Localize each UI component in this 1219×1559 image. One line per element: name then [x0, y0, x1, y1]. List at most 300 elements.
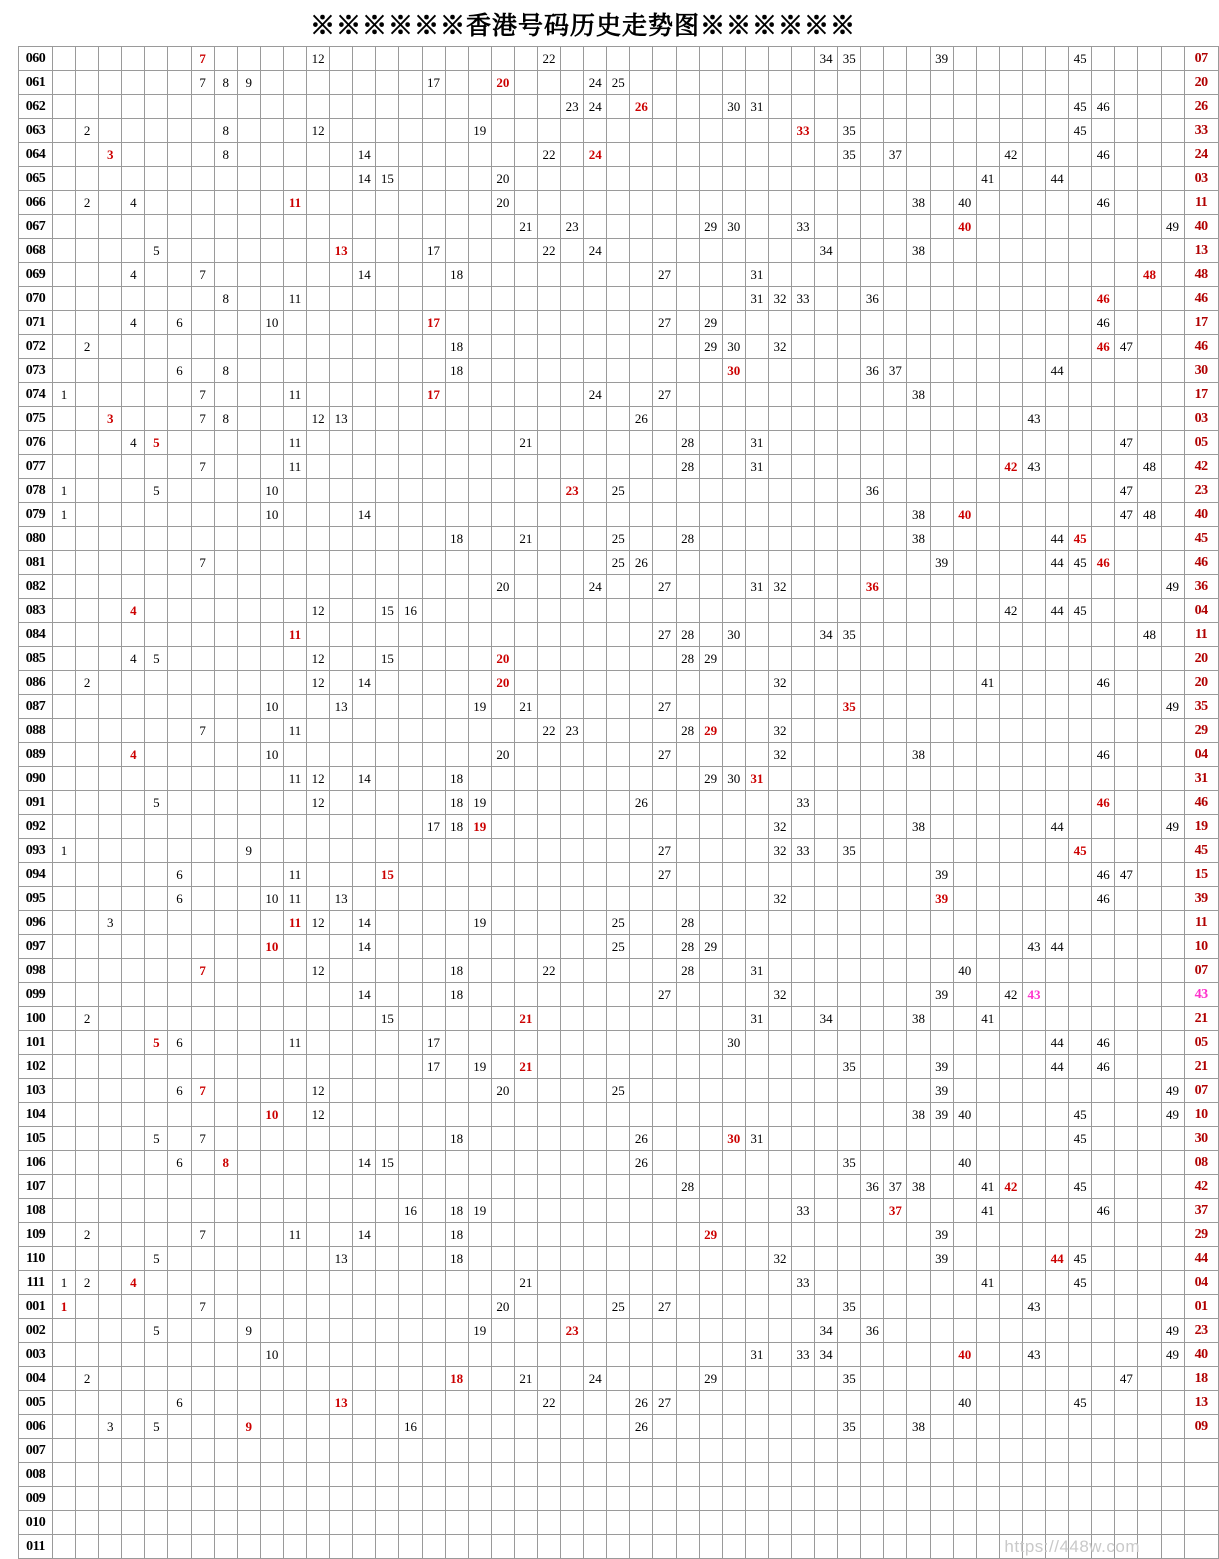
- number-cell-empty: [930, 1487, 953, 1511]
- number-cell-empty: [792, 911, 815, 935]
- number-cell-empty: [537, 335, 560, 359]
- number-cell-empty: [1115, 1247, 1138, 1271]
- number-cell-empty: [445, 743, 468, 767]
- number-cell-empty: [399, 1295, 422, 1319]
- table-row: [19, 407, 1219, 431]
- number-cell-empty: [976, 1223, 999, 1247]
- number-cell-empty: [53, 935, 76, 959]
- number-cell-empty: [145, 1199, 168, 1223]
- number-cell-empty: [999, 1463, 1022, 1487]
- number-cell-empty: [468, 959, 491, 983]
- number-cell-empty: [145, 95, 168, 119]
- number-cell-empty: [122, 479, 145, 503]
- number-cell-empty: [260, 1031, 283, 1055]
- number-cell-empty: [676, 1007, 699, 1031]
- number-cell-empty: [53, 431, 76, 455]
- number-cell-empty: [491, 263, 514, 287]
- number-cell-empty: [722, 47, 745, 71]
- number-cell-empty: [514, 1439, 537, 1463]
- number-cell-empty: [468, 1103, 491, 1127]
- number-cell-empty: [445, 1439, 468, 1463]
- number-cell-marked: 38: [907, 1103, 930, 1127]
- number-cell-empty: [676, 1367, 699, 1391]
- number-cell-empty: [745, 1079, 768, 1103]
- number-cell-empty: [561, 983, 584, 1007]
- number-cell-marked: 44: [1046, 1055, 1069, 1079]
- number-cell-marked: 36: [861, 359, 884, 383]
- number-cell-empty: [584, 311, 607, 335]
- number-cell-empty: [445, 1511, 468, 1535]
- number-cell-empty: [468, 1487, 491, 1511]
- number-cell-empty: [1138, 1223, 1161, 1247]
- number-cell-marked: 7: [191, 1079, 214, 1103]
- number-cell-empty: [376, 1319, 399, 1343]
- number-cell-empty: [907, 719, 930, 743]
- number-cell-marked: 17: [422, 383, 445, 407]
- number-cell-empty: [953, 95, 976, 119]
- number-cell-empty: [745, 1031, 768, 1055]
- row-special-number: 39: [1184, 887, 1218, 911]
- number-cell-empty: [745, 527, 768, 551]
- number-cell-empty: [445, 863, 468, 887]
- number-cell-empty: [999, 191, 1022, 215]
- number-cell-empty: [884, 215, 907, 239]
- number-cell-empty: [514, 1535, 537, 1559]
- number-cell-empty: [468, 575, 491, 599]
- number-cell-empty: [630, 623, 653, 647]
- number-cell-empty: [399, 575, 422, 599]
- number-cell-empty: [1161, 935, 1184, 959]
- number-cell-empty: [76, 743, 99, 767]
- number-cell-empty: [1138, 1391, 1161, 1415]
- number-cell-empty: [1138, 335, 1161, 359]
- number-cell-marked: 39: [930, 887, 953, 911]
- number-cell-empty: [1046, 1223, 1069, 1247]
- number-cell-empty: [884, 407, 907, 431]
- row-special-number: 18: [1184, 1367, 1218, 1391]
- number-cell-empty: [838, 167, 861, 191]
- number-cell-empty: [907, 71, 930, 95]
- number-cell-empty: [237, 263, 260, 287]
- number-cell-empty: [607, 383, 630, 407]
- number-cell-marked: 14: [353, 983, 376, 1007]
- number-cell-empty: [907, 695, 930, 719]
- number-cell-empty: [722, 287, 745, 311]
- number-cell-marked: 30: [722, 359, 745, 383]
- number-cell-empty: [214, 1247, 237, 1271]
- number-cell-marked: 34: [815, 47, 838, 71]
- number-cell-empty: [1115, 1511, 1138, 1535]
- number-cell-empty: [283, 1199, 306, 1223]
- number-cell-empty: [422, 863, 445, 887]
- number-cell-empty: [514, 1415, 537, 1439]
- number-cell-empty: [422, 479, 445, 503]
- number-cell-empty: [214, 767, 237, 791]
- number-cell-empty: [422, 1223, 445, 1247]
- number-cell-empty: [792, 335, 815, 359]
- number-cell-empty: [699, 695, 722, 719]
- number-cell-empty: [53, 1367, 76, 1391]
- number-cell-empty: [584, 887, 607, 911]
- number-cell-empty: [353, 527, 376, 551]
- number-cell-empty: [399, 503, 422, 527]
- number-cell-empty: [491, 431, 514, 455]
- number-cell-empty: [237, 1007, 260, 1031]
- row-period-label: 107: [19, 1175, 53, 1199]
- number-cell-empty: [1138, 1079, 1161, 1103]
- number-cell-marked: 21: [514, 1055, 537, 1079]
- number-cell-marked: 46: [1092, 143, 1115, 167]
- number-cell-empty: [422, 623, 445, 647]
- number-cell-empty: [953, 1319, 976, 1343]
- number-cell-marked: 1: [53, 503, 76, 527]
- number-cell-marked: 30: [722, 1031, 745, 1055]
- number-cell-empty: [976, 119, 999, 143]
- number-cell-empty: [1046, 383, 1069, 407]
- number-cell-empty: [953, 575, 976, 599]
- number-cell-marked: 22: [537, 239, 560, 263]
- number-cell-empty: [745, 1439, 768, 1463]
- number-cell-marked: 13: [330, 1391, 353, 1415]
- number-cell-empty: [1115, 935, 1138, 959]
- number-cell-empty: [468, 1343, 491, 1367]
- number-cell-empty: [468, 1391, 491, 1415]
- number-cell-empty: [1069, 1487, 1092, 1511]
- number-cell-empty: [792, 1415, 815, 1439]
- number-cell-empty: [930, 695, 953, 719]
- number-cell-marked: 34: [815, 623, 838, 647]
- number-cell-empty: [99, 1223, 122, 1247]
- number-cell-empty: [838, 527, 861, 551]
- number-cell-empty: [260, 1535, 283, 1559]
- number-cell-empty: [999, 1031, 1022, 1055]
- number-cell-empty: [283, 479, 306, 503]
- number-cell-empty: [584, 359, 607, 383]
- number-cell-empty: [1046, 455, 1069, 479]
- number-cell-empty: [191, 1271, 214, 1295]
- number-cell-marked: 24: [584, 1367, 607, 1391]
- number-cell-marked: 46: [1092, 335, 1115, 359]
- number-cell-empty: [1046, 695, 1069, 719]
- number-cell-empty: [283, 167, 306, 191]
- number-cell-empty: [653, 431, 676, 455]
- number-cell-empty: [53, 1199, 76, 1223]
- number-cell-empty: [999, 1343, 1022, 1367]
- number-cell-empty: [514, 1103, 537, 1127]
- number-cell-empty: [838, 383, 861, 407]
- number-cell-empty: [561, 47, 584, 71]
- number-cell-empty: [561, 791, 584, 815]
- number-cell-empty: [399, 1271, 422, 1295]
- number-cell-empty: [884, 911, 907, 935]
- number-cell-empty: [630, 1487, 653, 1511]
- number-cell-empty: [307, 527, 330, 551]
- number-cell-marked: 31: [745, 287, 768, 311]
- number-cell-empty: [815, 887, 838, 911]
- number-cell-empty: [768, 1535, 791, 1559]
- number-cell-empty: [307, 1511, 330, 1535]
- number-cell-empty: [999, 263, 1022, 287]
- number-cell-marked: 34: [815, 239, 838, 263]
- number-cell-empty: [168, 527, 191, 551]
- number-cell-empty: [976, 887, 999, 911]
- number-cell-empty: [1022, 1319, 1045, 1343]
- number-cell-empty: [930, 599, 953, 623]
- table-row: [19, 1295, 1219, 1319]
- trend-grid-container: [0, 46, 1208, 1559]
- number-cell-empty: [1022, 383, 1045, 407]
- number-cell-empty: [745, 71, 768, 95]
- number-cell-marked: 28: [676, 527, 699, 551]
- number-cell-empty: [630, 863, 653, 887]
- number-cell-empty: [237, 863, 260, 887]
- number-cell-marked: 31: [745, 455, 768, 479]
- number-cell-empty: [122, 167, 145, 191]
- number-cell-empty: [422, 911, 445, 935]
- number-cell-empty: [53, 743, 76, 767]
- number-cell-empty: [491, 287, 514, 311]
- number-cell-marked: 17: [422, 1055, 445, 1079]
- number-cell-empty: [1022, 815, 1045, 839]
- number-cell-empty: [722, 719, 745, 743]
- number-cell-empty: [514, 599, 537, 623]
- number-cell-empty: [653, 359, 676, 383]
- number-cell-empty: [607, 887, 630, 911]
- number-cell-marked: 49: [1161, 1343, 1184, 1367]
- number-cell-empty: [53, 575, 76, 599]
- number-cell-empty: [422, 1175, 445, 1199]
- number-cell-empty: [307, 503, 330, 527]
- number-cell-marked: 45: [1069, 119, 1092, 143]
- number-cell-empty: [491, 983, 514, 1007]
- number-cell-empty: [376, 743, 399, 767]
- number-cell-empty: [768, 1511, 791, 1535]
- number-cell-empty: [722, 1535, 745, 1559]
- number-cell-empty: [422, 431, 445, 455]
- number-cell-empty: [514, 743, 537, 767]
- number-cell-empty: [1161, 1367, 1184, 1391]
- number-cell-empty: [191, 215, 214, 239]
- number-cell-empty: [953, 143, 976, 167]
- number-cell-empty: [76, 47, 99, 71]
- number-cell-marked: 21: [514, 695, 537, 719]
- number-cell-empty: [976, 791, 999, 815]
- number-cell-empty: [537, 479, 560, 503]
- number-cell-empty: [353, 1535, 376, 1559]
- number-cell-empty: [861, 647, 884, 671]
- number-cell-empty: [491, 1487, 514, 1511]
- number-cell-empty: [1092, 1007, 1115, 1031]
- number-cell-empty: [999, 215, 1022, 239]
- number-cell-empty: [514, 143, 537, 167]
- number-cell-empty: [330, 191, 353, 215]
- number-cell-marked: 38: [907, 1175, 930, 1199]
- number-cell-empty: [630, 887, 653, 911]
- number-cell-empty: [1022, 191, 1045, 215]
- number-cell-empty: [768, 647, 791, 671]
- number-cell-empty: [653, 503, 676, 527]
- number-cell-empty: [76, 1487, 99, 1511]
- number-cell-marked: 35: [838, 1055, 861, 1079]
- number-cell-empty: [930, 1271, 953, 1295]
- number-cell-empty: [676, 1487, 699, 1511]
- row-special-number: 43: [1184, 983, 1218, 1007]
- number-cell-marked: 47: [1115, 503, 1138, 527]
- number-cell-empty: [1161, 1535, 1184, 1559]
- number-cell-empty: [422, 191, 445, 215]
- number-cell-empty: [815, 431, 838, 455]
- number-cell-marked: 33: [792, 1271, 815, 1295]
- number-cell-empty: [145, 1343, 168, 1367]
- number-cell-empty: [283, 1319, 306, 1343]
- number-cell-empty: [953, 1007, 976, 1031]
- number-cell-empty: [815, 599, 838, 623]
- number-cell-marked: 42: [999, 455, 1022, 479]
- number-cell-empty: [607, 959, 630, 983]
- number-cell-empty: [376, 311, 399, 335]
- number-cell-empty: [1138, 671, 1161, 695]
- number-cell-marked: 9: [237, 71, 260, 95]
- number-cell-empty: [1022, 263, 1045, 287]
- number-cell-empty: [584, 791, 607, 815]
- number-cell-empty: [907, 551, 930, 575]
- number-cell-empty: [1161, 1271, 1184, 1295]
- number-cell-empty: [815, 311, 838, 335]
- number-cell-empty: [792, 599, 815, 623]
- number-cell-empty: [1138, 359, 1161, 383]
- number-cell-empty: [191, 1439, 214, 1463]
- number-cell-empty: [260, 1415, 283, 1439]
- number-cell-empty: [468, 455, 491, 479]
- number-cell-empty: [815, 1367, 838, 1391]
- number-cell-empty: [214, 1391, 237, 1415]
- number-cell-empty: [953, 1127, 976, 1151]
- number-cell-empty: [607, 119, 630, 143]
- number-cell-empty: [214, 95, 237, 119]
- number-cell-empty: [1092, 263, 1115, 287]
- number-cell-empty: [768, 1343, 791, 1367]
- row-period-label: 005: [19, 1391, 53, 1415]
- number-cell-marked: 7: [191, 1127, 214, 1151]
- number-cell-empty: [768, 1151, 791, 1175]
- number-cell-empty: [537, 1271, 560, 1295]
- page-title: ※※※※※※香港号码历史走势图※※※※※※: [309, 13, 856, 40]
- number-cell-empty: [999, 1487, 1022, 1511]
- number-cell-empty: [468, 407, 491, 431]
- row-period-label: 101: [19, 1031, 53, 1055]
- number-cell-empty: [907, 1319, 930, 1343]
- number-cell-empty: [99, 455, 122, 479]
- number-cell-empty: [330, 791, 353, 815]
- number-cell-empty: [307, 71, 330, 95]
- trend-table: [18, 46, 1219, 1559]
- number-cell-empty: [976, 47, 999, 71]
- number-cell-empty: [1115, 191, 1138, 215]
- number-cell-empty: [815, 743, 838, 767]
- number-cell-empty: [1092, 575, 1115, 599]
- number-cell-empty: [260, 599, 283, 623]
- number-cell-empty: [561, 1535, 584, 1559]
- number-cell-empty: [768, 551, 791, 575]
- number-cell-empty: [768, 191, 791, 215]
- number-cell-empty: [537, 1343, 560, 1367]
- number-cell-empty: [953, 791, 976, 815]
- number-cell-empty: [930, 239, 953, 263]
- row-special-number: 03: [1184, 407, 1218, 431]
- number-cell-empty: [76, 71, 99, 95]
- number-cell-empty: [399, 1223, 422, 1247]
- number-cell-empty: [999, 47, 1022, 71]
- number-cell-empty: [53, 911, 76, 935]
- number-cell-empty: [1069, 359, 1092, 383]
- number-cell-empty: [491, 1055, 514, 1079]
- number-cell-empty: [561, 1295, 584, 1319]
- row-special-number: 15: [1184, 863, 1218, 887]
- number-cell-empty: [1138, 1007, 1161, 1031]
- number-cell-empty: [607, 791, 630, 815]
- number-cell-empty: [976, 767, 999, 791]
- number-cell-empty: [953, 1295, 976, 1319]
- number-cell-empty: [491, 815, 514, 839]
- number-cell-empty: [907, 287, 930, 311]
- number-cell-empty: [768, 215, 791, 239]
- number-cell-empty: [214, 1055, 237, 1079]
- number-cell-empty: [491, 1439, 514, 1463]
- number-cell-empty: [1069, 695, 1092, 719]
- number-cell-empty: [1069, 791, 1092, 815]
- number-cell-empty: [1161, 143, 1184, 167]
- number-cell-empty: [930, 191, 953, 215]
- number-cell-empty: [907, 1511, 930, 1535]
- number-cell-empty: [376, 911, 399, 935]
- number-cell-marked: 1: [53, 1271, 76, 1295]
- number-cell-empty: [1046, 647, 1069, 671]
- row-special-number: 26: [1184, 95, 1218, 119]
- number-cell-empty: [676, 887, 699, 911]
- number-cell-empty: [722, 1415, 745, 1439]
- number-cell-marked: 45: [1069, 1271, 1092, 1295]
- number-cell-empty: [145, 815, 168, 839]
- number-cell-empty: [607, 599, 630, 623]
- number-cell-empty: [884, 839, 907, 863]
- number-cell-marked: 5: [145, 791, 168, 815]
- number-cell-marked: 33: [792, 791, 815, 815]
- number-cell-empty: [330, 383, 353, 407]
- number-cell-empty: [561, 239, 584, 263]
- number-cell-empty: [884, 95, 907, 119]
- number-cell-marked: 25: [607, 479, 630, 503]
- number-cell-empty: [1069, 1343, 1092, 1367]
- number-cell-empty: [561, 1175, 584, 1199]
- number-cell-empty: [861, 527, 884, 551]
- number-cell-empty: [884, 1511, 907, 1535]
- number-cell-empty: [976, 479, 999, 503]
- number-cell-empty: [399, 1031, 422, 1055]
- number-cell-empty: [676, 95, 699, 119]
- number-cell-empty: [676, 479, 699, 503]
- row-period-label: 091: [19, 791, 53, 815]
- number-cell-empty: [792, 575, 815, 599]
- row-special-number: 11: [1184, 191, 1218, 215]
- row-period-label: 006: [19, 1415, 53, 1439]
- number-cell-empty: [491, 863, 514, 887]
- number-cell-empty: [168, 167, 191, 191]
- number-cell-marked: 29: [699, 935, 722, 959]
- number-cell-empty: [99, 575, 122, 599]
- number-cell-empty: [214, 191, 237, 215]
- number-cell-empty: [676, 1439, 699, 1463]
- number-cell-empty: [283, 119, 306, 143]
